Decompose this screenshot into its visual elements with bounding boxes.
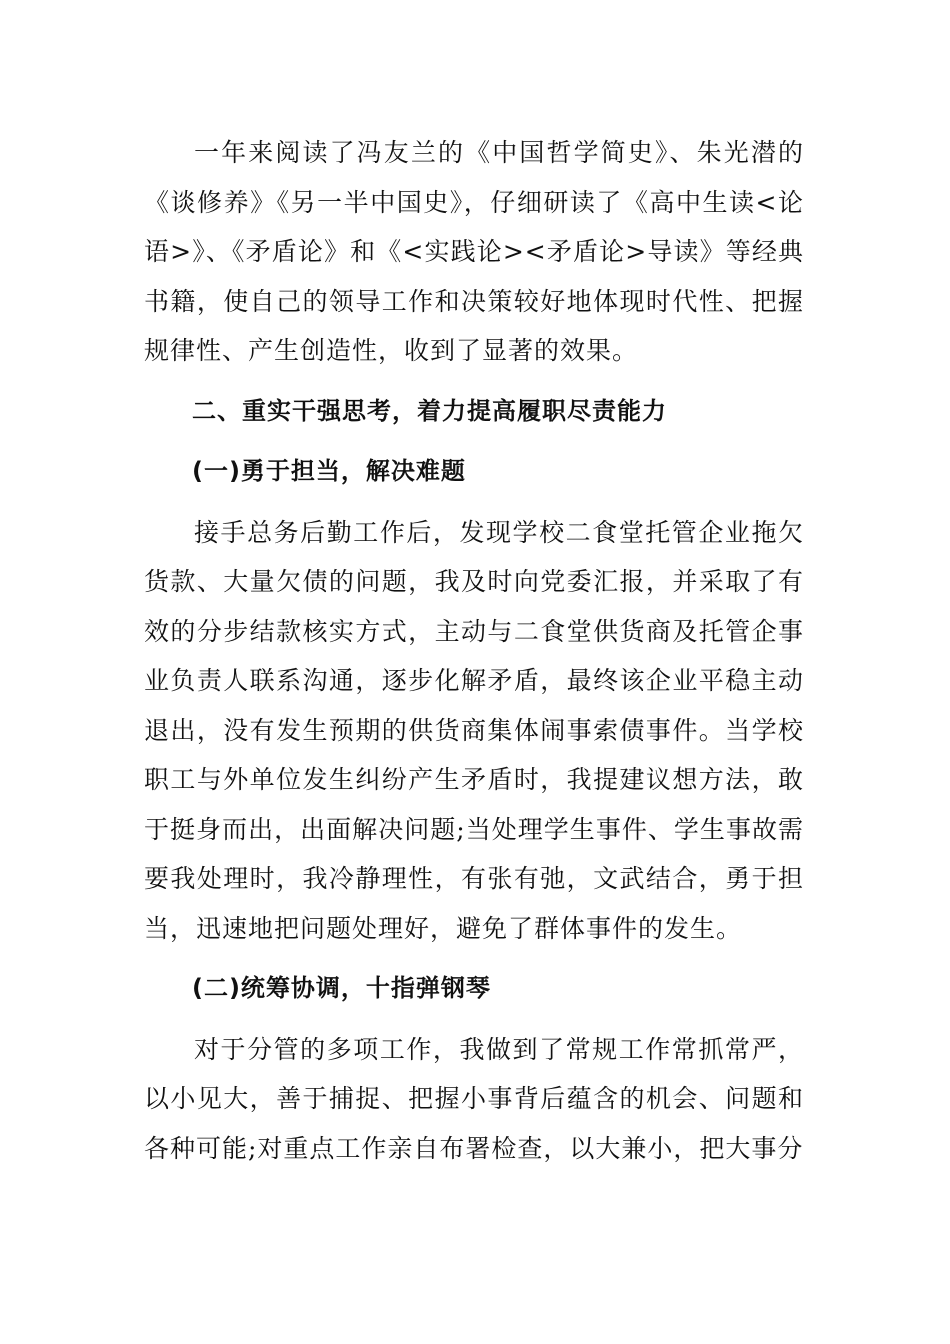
body-paragraph: 一年来阅读了冯友兰的《中国哲学简史》、朱光潜的《谈修养》《另一半中国史》，仔细研读了《高中生读<论语>》、《矛盾论》和《<实践论><矛盾论>导读》等经典书籍，使自己的领导工作和决策较好地体现时代性、把握规律性、产生创造性，收到了显著的效果。 [144, 138, 804, 365]
document-body [144, 128, 804, 1184]
body-paragraph: 接手总务后勤工作后，发现学校二食堂托管企业拖欠货款、大量欠债的问题，我及时向党委汇报，并采取了有效的分步结款核实方式，主动与二食堂供货商及托管企事业负责人联系沟通，逐步化解矛盾，最终该企业平稳主动退出，没有发生预期的供货商集体闹事索债事件。当学校职工与外单位发生纠纷产生矛盾时，我提建议想方法，敢于挺身而出，出面解决问题;当处理学生事件、学生事故需要我处理时，我冷静理性，有张有弛，文武结合，勇于担当，迅速地把问题处理好，避免了群体事件的发生。 [144, 517, 804, 943]
subheading: (二)统筹协调，十指弹钢琴 [192, 974, 491, 1002]
section-heading: 二、重实干强思考，着力提高履职尽责能力 [192, 396, 667, 425]
body-paragraph: 对于分管的多项工作，我做到了常规工作常抓常严，以小见大，善于捕捉、把握小事背后蕴含的机会、问题和各种可能;对重点工作亲自布署检查，以大兼小，把大事分 [144, 1034, 804, 1163]
subheading: (一)勇于担当，解决难题 [192, 457, 466, 485]
